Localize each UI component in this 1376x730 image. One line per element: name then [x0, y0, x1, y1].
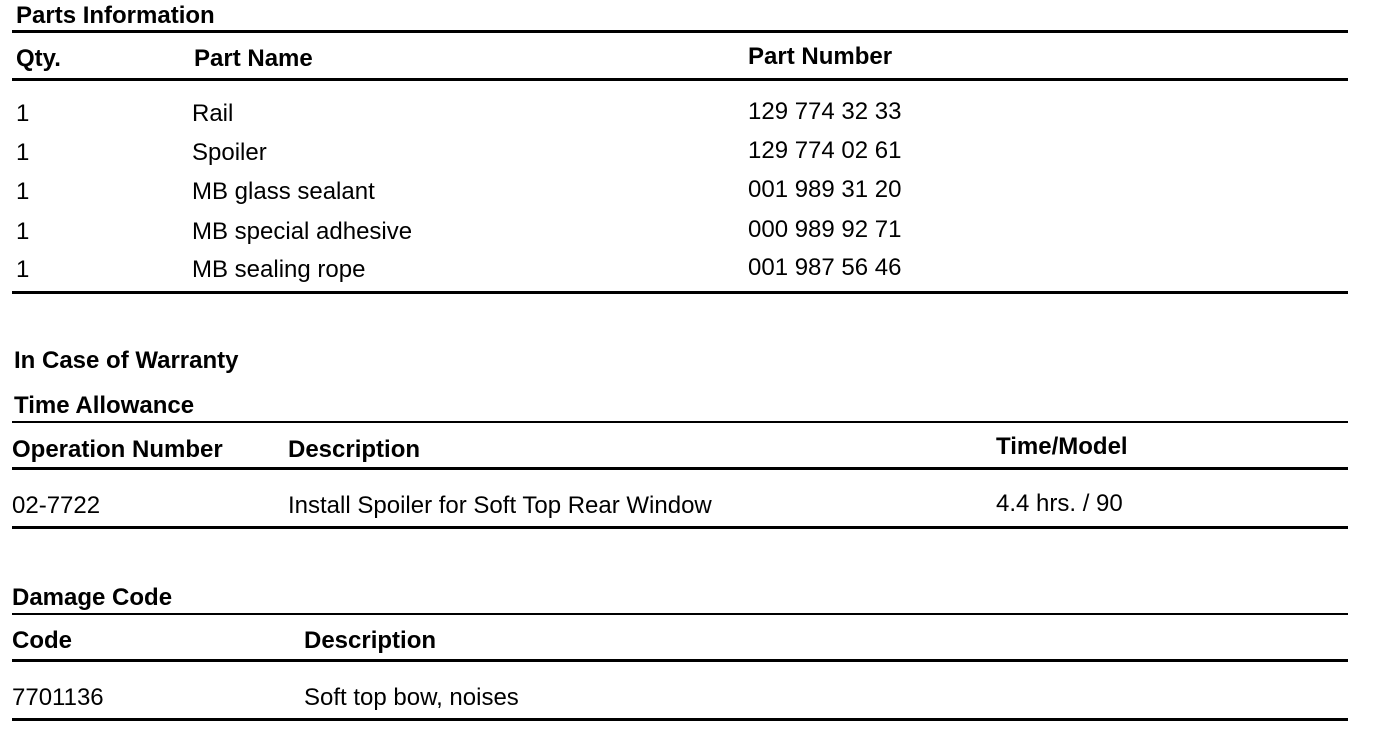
parts-header-name: Part Name: [194, 45, 313, 72]
damage-code-title-rule: [12, 613, 1348, 615]
time-row-time-model: 4.4 hrs. / 90: [996, 490, 1123, 517]
time-allowance-title-rule: [12, 421, 1348, 423]
parts-title-rule: [12, 30, 1348, 33]
time-header-operation: Operation Number: [12, 436, 223, 463]
parts-row-qty: 1: [16, 178, 30, 205]
parts-row-name: MB glass sealant: [192, 178, 375, 205]
parts-row-number: 001 987 56 46: [748, 254, 902, 281]
damage-header-code: Code: [12, 627, 72, 654]
parts-row-qty: 1: [16, 256, 30, 283]
parts-row-number: 129 774 02 61: [748, 137, 902, 164]
parts-header-number: Part Number: [748, 43, 893, 70]
damage-bottom-rule: [12, 718, 1348, 721]
time-allowance-title: Time Allowance: [14, 392, 195, 419]
time-header-time-model: Time/Model: [996, 433, 1128, 460]
parts-header-qty: Qty.: [16, 45, 61, 72]
time-row-operation: 02-7722: [12, 492, 101, 519]
parts-row-number: 001 989 31 20: [748, 176, 902, 203]
parts-bottom-rule: [12, 291, 1348, 294]
time-header-rule: [12, 467, 1348, 470]
time-bottom-rule: [12, 526, 1348, 529]
damage-header-rule: [12, 659, 1348, 662]
parts-header-rule: [12, 78, 1348, 81]
parts-row-name: Spoiler: [192, 139, 267, 166]
damage-code-title: Damage Code: [12, 584, 173, 611]
parts-section-title: Parts Information: [16, 2, 215, 29]
time-row-description: Install Spoiler for Soft Top Rear Window: [288, 492, 712, 519]
parts-row-qty: 1: [16, 139, 30, 166]
parts-row-name: MB special adhesive: [192, 218, 413, 245]
damage-row-code: 7701136: [12, 684, 104, 711]
damage-header-description: Description: [304, 627, 437, 654]
parts-row-qty: 1: [16, 218, 30, 245]
damage-row-description: Soft top bow, noises: [304, 684, 519, 711]
time-header-description: Description: [288, 436, 421, 463]
parts-row-name: MB sealing rope: [192, 256, 366, 283]
warranty-section-title: In Case of Warranty: [14, 347, 239, 374]
parts-row-qty: 1: [16, 100, 30, 127]
parts-row-name: Rail: [192, 100, 234, 127]
parts-row-number: 000 989 92 71: [748, 216, 902, 243]
parts-row-number: 129 774 32 33: [748, 98, 902, 125]
